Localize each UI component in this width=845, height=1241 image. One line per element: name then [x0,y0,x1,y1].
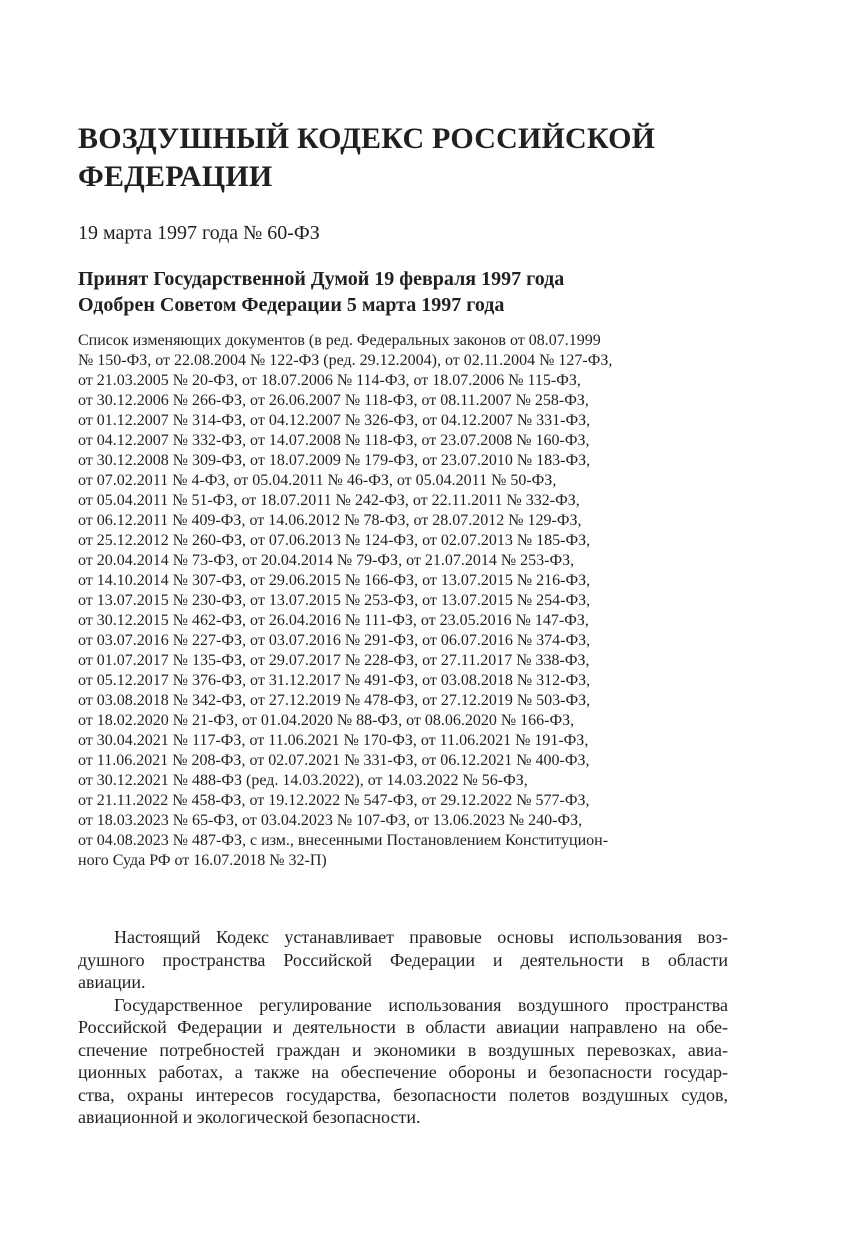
amendment-line: от 21.03.2005 № 20-ФЗ, от 18.07.2006 № 114-ФЗ, от 18.07.2006 № 115-ФЗ, [78,372,581,389]
paragraph-line: Государственное регулирование использования воздушного пространства [114,994,728,1015]
law-date-number: 19 марта 1997 года № 60-ФЗ [78,222,320,244]
body-paragraph [78,926,728,994]
title-line: ВОЗДУШНЫЙ КОДЕКС РОССИЙСКОЙ [78,122,656,155]
paragraph-line: авиации. [78,972,146,992]
amendment-line: от 03.08.2018 № 342-ФЗ, от 27.12.2019 № 478-ФЗ, от 27.12.2019 № 503-ФЗ, [78,692,591,709]
paragraph-line: ционных работах, а также на обеспечение обороны и безопасности государ- [78,1062,728,1082]
paragraph-line: спечение потребностей граждан и экономики в воздушных перевозках, авиа- [78,1039,728,1060]
amendment-line: от 20.04.2014 № 73-ФЗ, от 20.04.2014 № 79-ФЗ, от 21.07.2014 № 253-ФЗ, [78,552,575,569]
adoption-info [78,266,728,318]
amendment-line: от 01.07.2017 № 135-ФЗ, от 29.07.2017 № 228-ФЗ, от 27.11.2017 № 338-ФЗ, [78,652,590,669]
amendment-line: Список изменяющих документов (в ред. Федеральных законов от 08.07.1999 [78,332,601,349]
amendment-line: от 30.12.2008 № 309-ФЗ, от 18.07.2009 № 179-ФЗ, от 23.07.2010 № 183-ФЗ, [78,452,591,469]
duma-adoption-line: Принят Государственной Думой 19 февраля 1997 года [78,268,565,290]
amendment-line: от 30.12.2021 № 488-ФЗ (ред. 14.03.2022), от 14.03.2022 № 56-ФЗ, [78,772,528,789]
paragraph-line: Настоящий Кодекс устанавливает правовые основы использования воз- [114,927,728,947]
paragraph-line: душного пространства Российской Федерации и деятельности в области [78,949,728,970]
paragraph-line: авиационной и экологической безопасности. [78,1107,421,1127]
amendment-line: от 14.10.2014 № 307-ФЗ, от 29.06.2015 № 166-ФЗ, от 13.07.2015 № 216-ФЗ, [78,572,591,589]
title-line: ФЕДЕРАЦИИ [78,160,273,193]
amendment-line: от 25.12.2012 № 260-ФЗ, от 07.06.2013 № 124-ФЗ, от 02.07.2013 № 185-ФЗ, [78,532,591,549]
amendment-line: от 05.04.2011 № 51-ФЗ, от 18.07.2011 № 242-ФЗ, от 22.11.2011 № 332-ФЗ, [78,492,580,509]
amendment-line: от 30.12.2006 № 266-ФЗ, от 26.06.2007 № 118-ФЗ, от 08.11.2007 № 258-ФЗ, [78,392,589,409]
federation-council-line: Одобрен Советом Федерации 5 марта 1997 года [78,294,505,316]
amendment-line: от 13.07.2015 № 230-ФЗ, от 13.07.2015 № 253-ФЗ, от 13.07.2015 № 254-ФЗ, [78,592,591,609]
amendment-line: ного Суда РФ от 16.07.2018 № 32-П) [78,852,327,869]
amendment-line: № 150-ФЗ, от 22.08.2004 № 122-ФЗ (ред. 29.12.2004), от 02.11.2004 № 127-ФЗ, [78,352,613,369]
body-text [78,926,728,1129]
amendment-line: от 30.04.2021 № 117-ФЗ, от 11.06.2021 № 170-ФЗ, от 11.06.2021 № 191-ФЗ, [78,732,589,749]
amendment-line: от 18.02.2020 № 21-ФЗ, от 01.04.2020 № 88-ФЗ, от 08.06.2020 № 166-ФЗ, [78,712,575,729]
amendment-line: от 06.12.2011 № 409-ФЗ, от 14.06.2012 № 78-ФЗ, от 28.07.2012 № 129-ФЗ, [78,512,582,529]
amendment-line: от 01.12.2007 № 314-ФЗ, от 04.12.2007 № 326-ФЗ, от 04.12.2007 № 331-ФЗ, [78,412,591,429]
page-title [78,120,728,196]
amendment-line: от 04.12.2007 № 332-ФЗ, от 14.07.2008 № 118-ФЗ, от 23.07.2008 № 160-ФЗ, [78,432,590,449]
paragraph-line: ства, охраны интересов государства, безопасности полетов воздушных судов, [78,1084,728,1105]
amendment-line: от 18.03.2023 № 65-ФЗ, от 03.04.2023 № 107-ФЗ, от 13.06.2023 № 240-ФЗ, [78,812,583,829]
body-paragraph [78,994,728,1129]
amendment-line: от 04.08.2023 № 487-ФЗ, с изм., внесенными Постановлением Конституцион- [78,832,609,849]
amendments-list [78,331,728,871]
paragraph-line: Российской Федерации и деятельности в области авиации направлено на обе- [78,1017,728,1037]
amendment-line: от 30.12.2015 № 462-ФЗ, от 26.04.2016 № 111-ФЗ, от 23.05.2016 № 147-ФЗ, [78,612,589,629]
amendment-line: от 05.12.2017 № 376-ФЗ, от 31.12.2017 № 491-ФЗ, от 03.08.2018 № 312-ФЗ, [78,672,591,689]
amendment-line: от 07.02.2011 № 4-ФЗ, от 05.04.2011 № 46-ФЗ, от 05.04.2011 № 50-ФЗ, [78,472,557,489]
document-page [78,120,728,871]
amendment-line: от 03.07.2016 № 227-ФЗ, от 03.07.2016 № 291-ФЗ, от 06.07.2016 № 374-ФЗ, [78,632,591,649]
amendment-line: от 11.06.2021 № 208-ФЗ, от 02.07.2021 № 331-ФЗ, от 06.12.2021 № 400-ФЗ, [78,752,590,769]
amendment-line: от 21.11.2022 № 458-ФЗ, от 19.12.2022 № 547-ФЗ, от 29.12.2022 № 577-ФЗ, [78,792,590,809]
